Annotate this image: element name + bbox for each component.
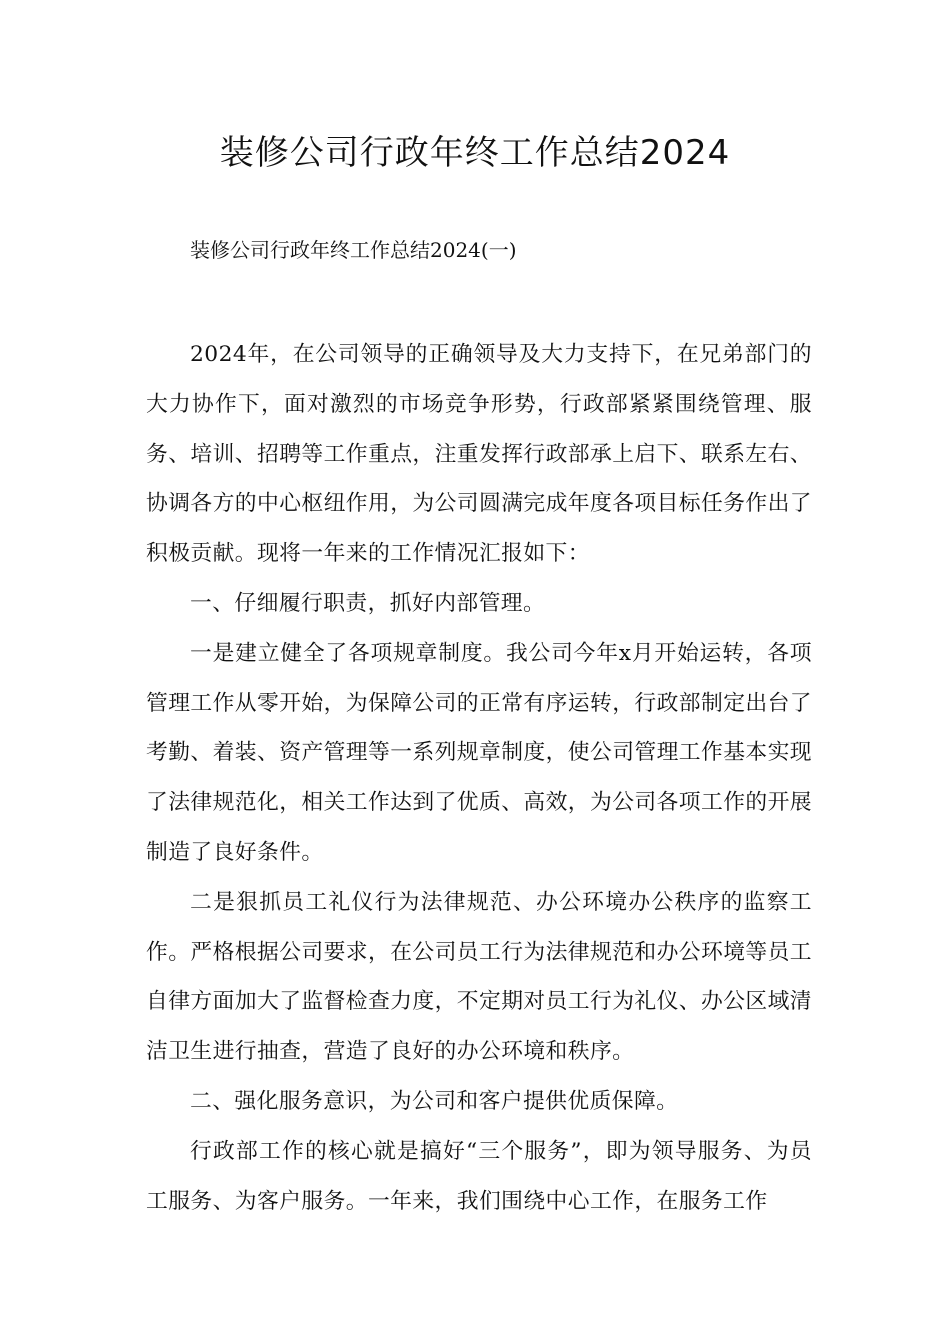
paragraph-service: 行政部工作的核心就是搞好“三个服务”，即为领导服务、为员工服务、为客户服务。一年来，我们围绕中心工作，在服务工作	[146, 1138, 812, 1214]
section-heading-2: 二、强化服务意识，为公司和客户提供优质保障。	[190, 1088, 679, 1114]
section-heading-1: 一、仔细履行职责，抓好内部管理。	[190, 590, 546, 616]
paragraph-intro: 2024年，在公司领导的正确领导及大力支持下，在兄弟部门的大力协作下，面对激烈的市场竞争形势，行政部紧紧围绕管理、服务、培训、招聘等工作重点，注重发挥行政部承上启下、联系左右、协调各方的中心枢纽作用，为公司圆满完成年度各项目标任务作出了积极贡献。现将一年来的工作情况汇报如下：	[146, 342, 812, 567]
document-subtitle: 装修公司行政年终工作总结2024(一)	[190, 238, 517, 262]
paragraph-supervision: 二是狠抓员工礼仪行为法律规范、办公环境办公秩序的监察工作。严格根据公司要求，在公司员工行为法律规范和办公环境等员工自律方面加大了监督检查力度，不定期对员工行为礼仪、办公区域清洁卫生进行抽查，营造了良好的办公环境和秩序。	[146, 889, 812, 1065]
paragraph-regulations: 一是建立健全了各项规章制度。我公司今年x月开始运转，各项管理工作从零开始，为保障公司的正常有序运转，行政部制定出台了考勤、着装、资产管理等一系列规章制度，使公司管理工作基本实现了法律规范化，相关工作达到了优质、高效，为公司各项工作的开展制造了良好条件。	[146, 640, 812, 865]
document-body	[146, 330, 812, 1226]
document-title: 装修公司行政年终工作总结2024	[219, 133, 731, 173]
